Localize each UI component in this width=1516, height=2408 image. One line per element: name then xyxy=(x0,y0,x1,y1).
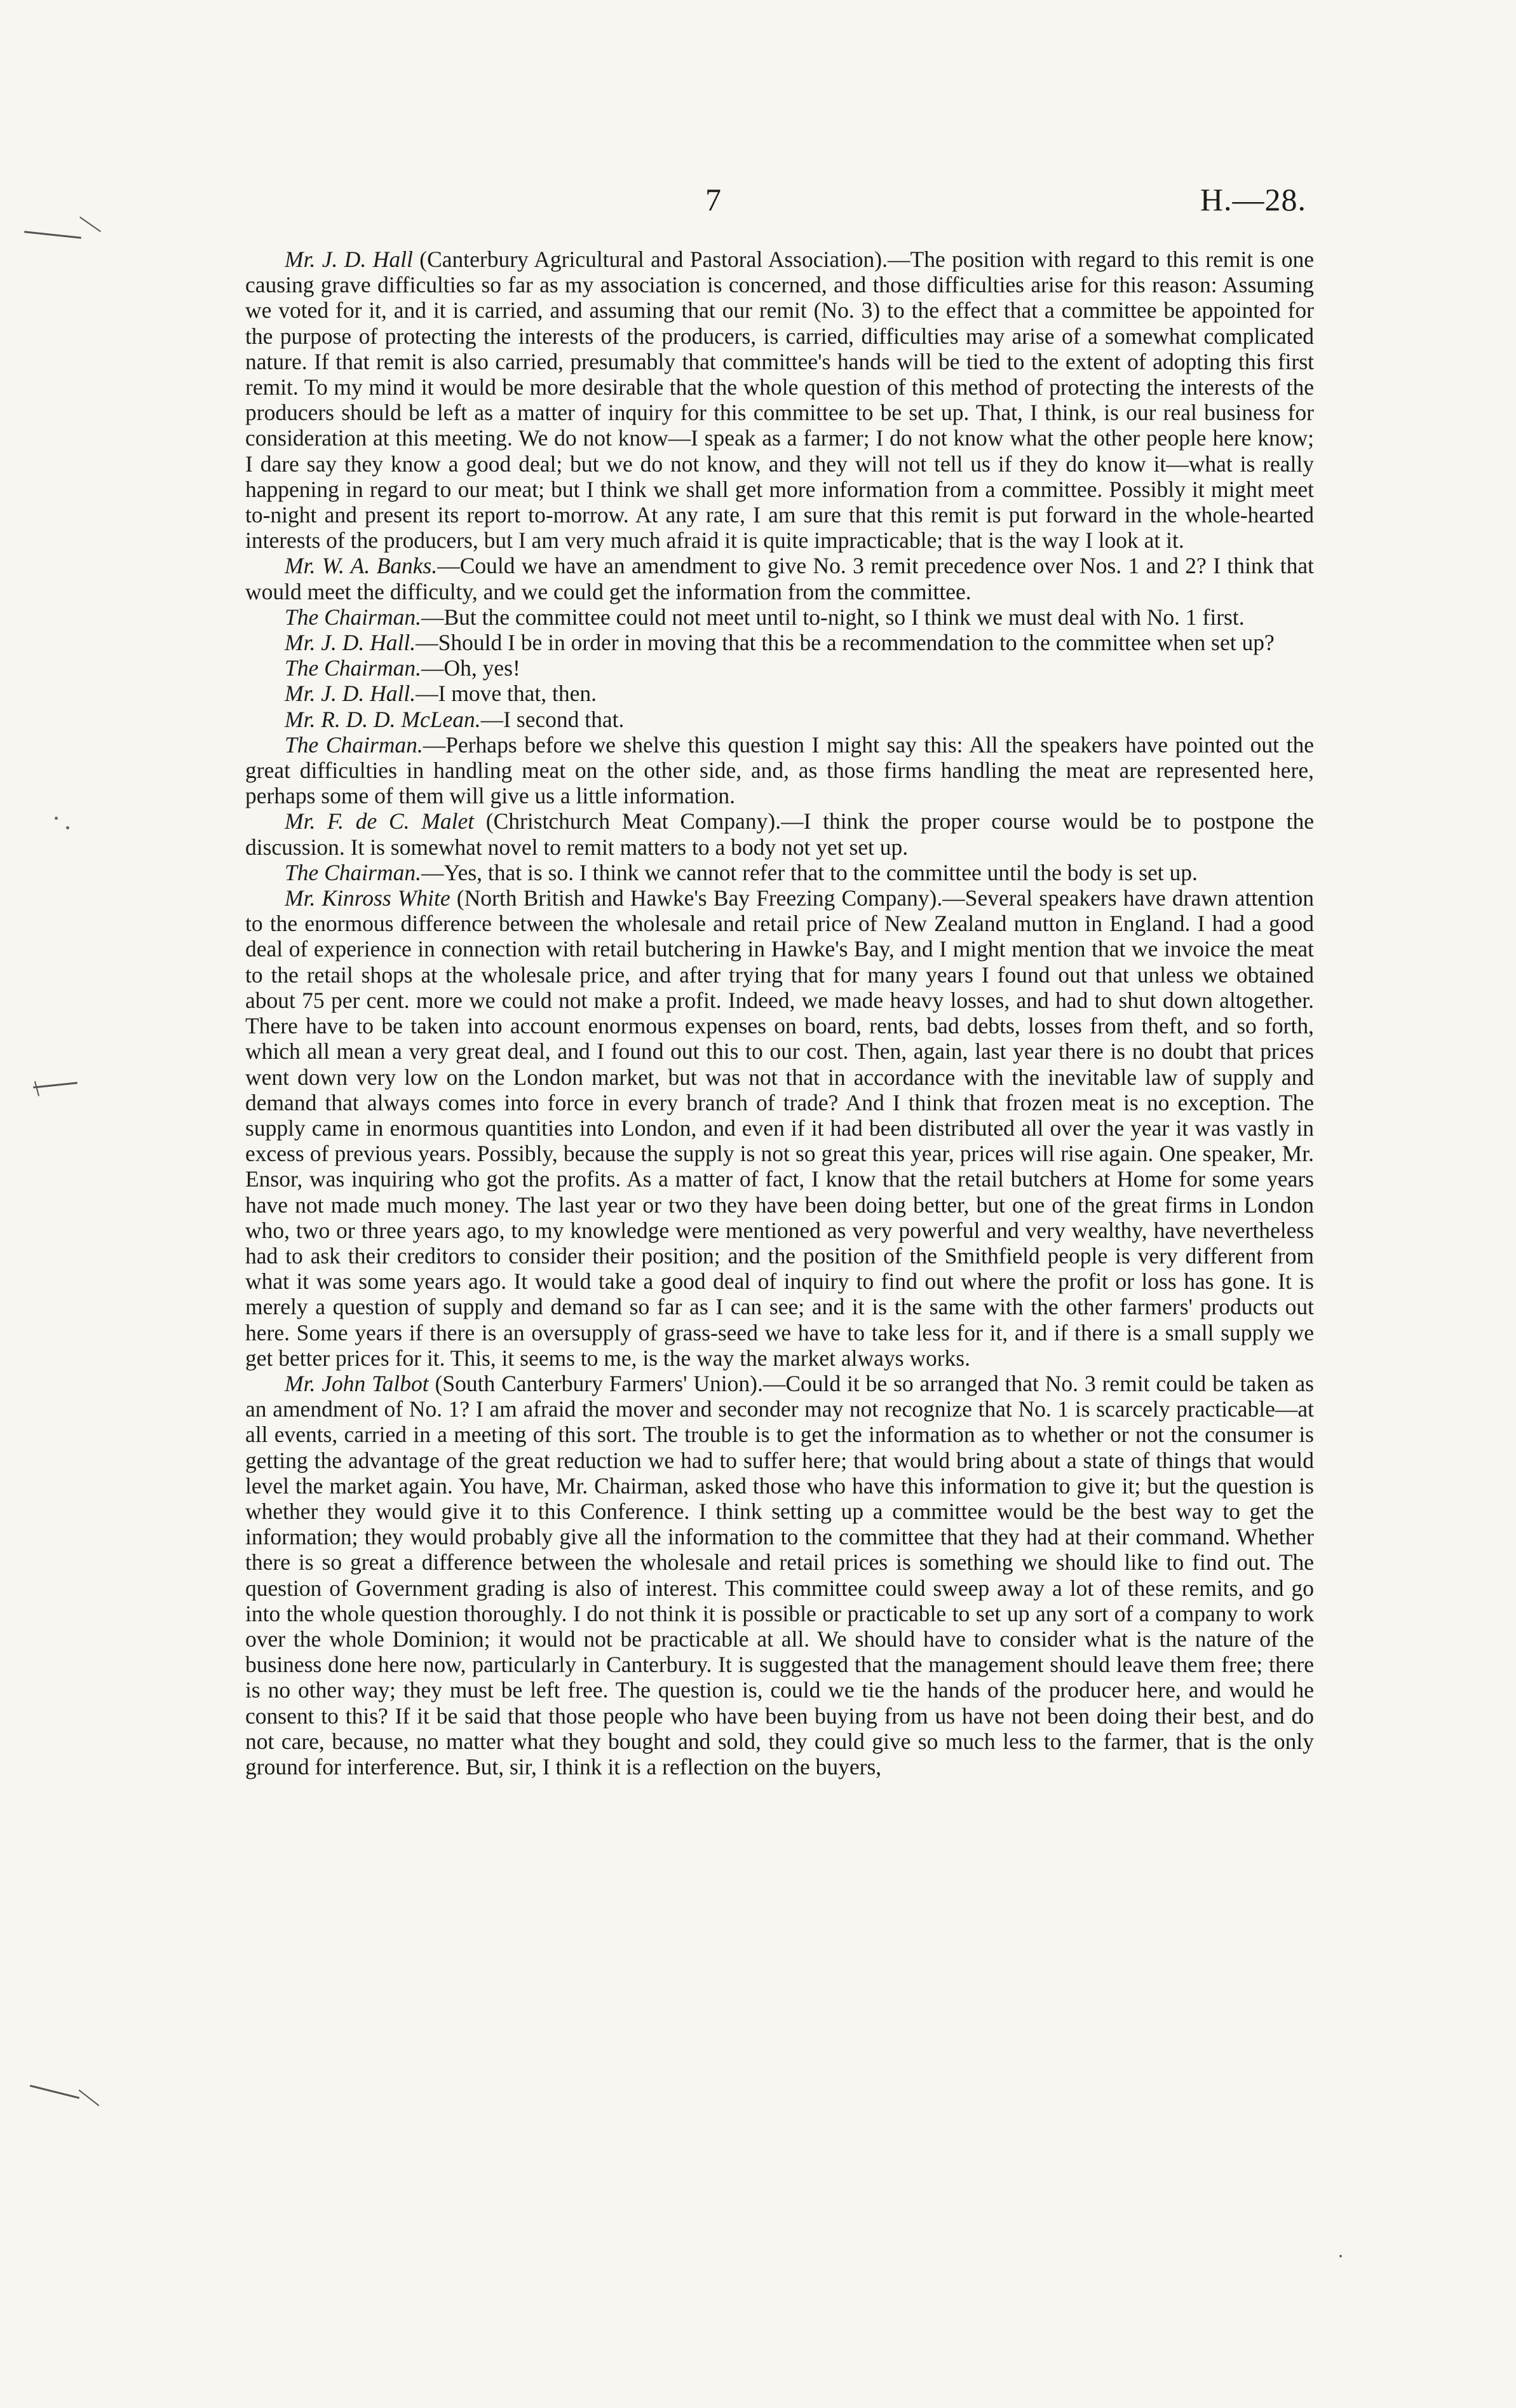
paragraph xyxy=(245,732,1314,809)
speaker-name: Mr. J. D. Hall. xyxy=(285,681,416,707)
speech-text: —Could we have an amendment to give No. 3 remit precedence over Nos. 1 and 2? I think that would meet the difficulty, and we could get the information from the committee. xyxy=(245,553,1314,604)
margin-speck xyxy=(1339,2255,1342,2257)
speech-text: —Perhaps before we shelve this question I might say this: All the speakers have pointed out the great difficulties in handling meat on the other side, and, as those firms handling the meat are represented here, perhaps some of them will give us a little information. xyxy=(245,731,1314,809)
paragraph xyxy=(245,604,1314,630)
margin-pencil-mark xyxy=(30,2085,79,2098)
speaker-name: The Chairman. xyxy=(285,859,421,885)
margin-pencil-mark xyxy=(34,1081,39,1096)
margin-speck xyxy=(66,826,69,829)
proceedings-text xyxy=(245,247,1314,1779)
paragraph xyxy=(245,885,1314,1371)
paragraph xyxy=(245,681,1314,706)
margin-pencil-mark xyxy=(24,231,81,238)
speaker-name: Mr. J. D. Hall. xyxy=(285,630,416,656)
page-header xyxy=(0,181,1516,232)
paragraph xyxy=(245,247,1314,553)
paragraph xyxy=(245,707,1314,732)
paragraph xyxy=(245,630,1314,655)
speech-text: (North British and Hawke's Bay Freezing Company).—Several speakers have drawn attention to the enormous difference between the wholesale and retail price of New Zealand mutton in England. I had a good deal of experience in connection with retail butchering in Hawke's Bay, and I might mention that we invoice the meat to the retail shops at the wholesale price, and after trying that for many years I found out that unless we obtained about 75 per cent. more we could not make a profit. Indeed, we made heavy losses, and had to shut down altogether. There have to be taken into account enormous expenses on board, rents, bad debts, losses from theft, and so forth, which all mean a very great deal, and I found out this to our cost. Then, again, last year there is no doubt that prices went down very low on the London market, but was not that in accordance with the inevitable law of supply and demand that always comes into force in every branch of trade? And I think that frozen meat is no exception. The supply came in enormous quantities into London, and even if it had been distributed all over the year it was vastly in excess of previous years. Possibly, because the supply is not so great this year, prices will rise again. One speaker, Mr. Ensor, was inquiring who got the profits. As a matter of fact, I know that the retail butchers at Home for some years have not made much money. The last year or two they have been doing better, but one of the great firms in London who, two or three years ago, to my knowledge were mentioned as very powerful and very wealthy, have nevertheless had to ask their creditors to consider their position; and the position of the Smithfield people is very different from what it was some years ago. It would take a good deal of inquiry to find out where the profit or loss has gone. It is merely a question of supply and demand so far as I can see; and it is the same with the other farmers' products out here. Some years if there is an oversupply of grass-seed we have to take less for it, and if there is a small supply we get better prices for it. This, it seems to me, is the way the market always works. xyxy=(245,885,1314,1371)
speaker-name: Mr. John Talbot xyxy=(285,1370,429,1396)
speaker-name: Mr. W. A. Banks. xyxy=(285,553,438,579)
speech-text: —I second that. xyxy=(480,706,625,732)
speaker-name: The Chairman. xyxy=(285,604,421,630)
speech-text: —Should I be in order in moving that this be a recommendation to the committee when set up? xyxy=(416,630,1275,656)
speech-text: (South Canterbury Farmers' Union).—Could it be so arranged that No. 3 remit could be taken as an amendment of No. 1? I am afraid the mover and seconder may not recognize that No. 1 is scarcely practicable—at all events, carried in a meeting of this sort. The trouble is to get the information as to whether or not the consumer is getting the advantage of the great reduction we had to suffer here; that would bring about a state of things that would level the market again. You have, Mr. Chairman, asked those who have this information to give it; but the question is whether they would give it to this Conference. I think setting up a committee would be the best way to get the information; they would probably give all the information to the committee that they had at their command. Whether there is so great a difference between the wholesale and retail prices is something we should like to find out. The question of Government grading is also of interest. This committee could sweep away a lot of these remits, and go into the whole question thoroughly. I do not think it is possible or practicable to set up any sort of a company to work over the whole Dominion; it would not be practicable at all. We should have to consider what is the nature of the business done here now, particularly in Canterbury. It is suggested that the management should leave them free; there is no other way; they must be left free. The question is, could we tie the hands of the producer here, and would he consent to this? If it be said that those people who have been buying from us have not been doing their best, and do not care, because, no matter what they bought and sold, they could give so much less to the farmer, that is the only ground for interference. But, sir, I think it is a reflection on the buyers, xyxy=(245,1370,1314,1779)
speech-text: (Christchurch Meat Company).—I think the proper course would be to postpone the discussion. It is somewhat novel to remit matters to a body not yet set up. xyxy=(245,808,1314,860)
speaker-name: Mr. J. D. Hall xyxy=(285,247,413,272)
paragraph xyxy=(245,655,1314,681)
paragraph xyxy=(245,860,1314,885)
margin-pencil-mark xyxy=(33,1082,78,1088)
speaker-name: Mr. Kinross White xyxy=(285,885,450,911)
paragraph xyxy=(245,553,1314,604)
speech-text: (Canterbury Agricultural and Pastoral Association).—The position with regard to this remit is one causing grave difficulties so far as my association is concerned, and those difficulties arise for this reason: Assuming we voted for it, and it is carried, and assuming that our remit (No. 3) to the effect that a committee be appointed for the purpose of protecting the interests of the producers, is carried, difficulties may arise of a somewhat complicated nature. If that remit is also carried, presumably that committee's hands will be tied to the extent of adopting this first remit. To my mind it would be more desirable that the whole question of this method of protecting the interests of the producers should be left as a matter of inquiry for this committee to be set up. That, I think, is our real business for consideration at this meeting. We do not know—I speak as a farmer; I do not know what the other people here know; I dare say they know a good deal; but we do not know, and they will not tell us if they do know it—what is really happening in regard to our meat; but I think we shall get more information from a committee. Possibly it might meet to-night and present its report to-morrow. At any rate, I am sure that this remit is put forward in the whole-hearted interests of the producers, but I am very much afraid it is quite impracticable; that is the way I look at it. xyxy=(245,247,1314,554)
speech-text: —I move that, then. xyxy=(416,681,597,707)
paragraph xyxy=(245,808,1314,859)
paragraph xyxy=(245,1371,1314,1779)
speaker-name: Mr. F. de C. Malet xyxy=(285,808,475,834)
speech-text: —Yes, that is so. I think we cannot refer that to the committee until the body is set up. xyxy=(421,859,1198,885)
document-reference: H.—28. xyxy=(1200,182,1306,217)
speech-text: —But the committee could not meet until to-night, so I think we must deal with No. 1 first. xyxy=(421,604,1245,630)
margin-pencil-mark xyxy=(79,2090,100,2106)
margin-speck xyxy=(55,817,58,820)
speaker-name: The Chairman. xyxy=(285,731,423,758)
page-number: 7 xyxy=(705,182,721,217)
speech-text: —Oh, yes! xyxy=(421,655,520,681)
speaker-name: Mr. R. D. D. McLean. xyxy=(285,706,481,732)
speaker-name: The Chairman. xyxy=(285,655,421,681)
